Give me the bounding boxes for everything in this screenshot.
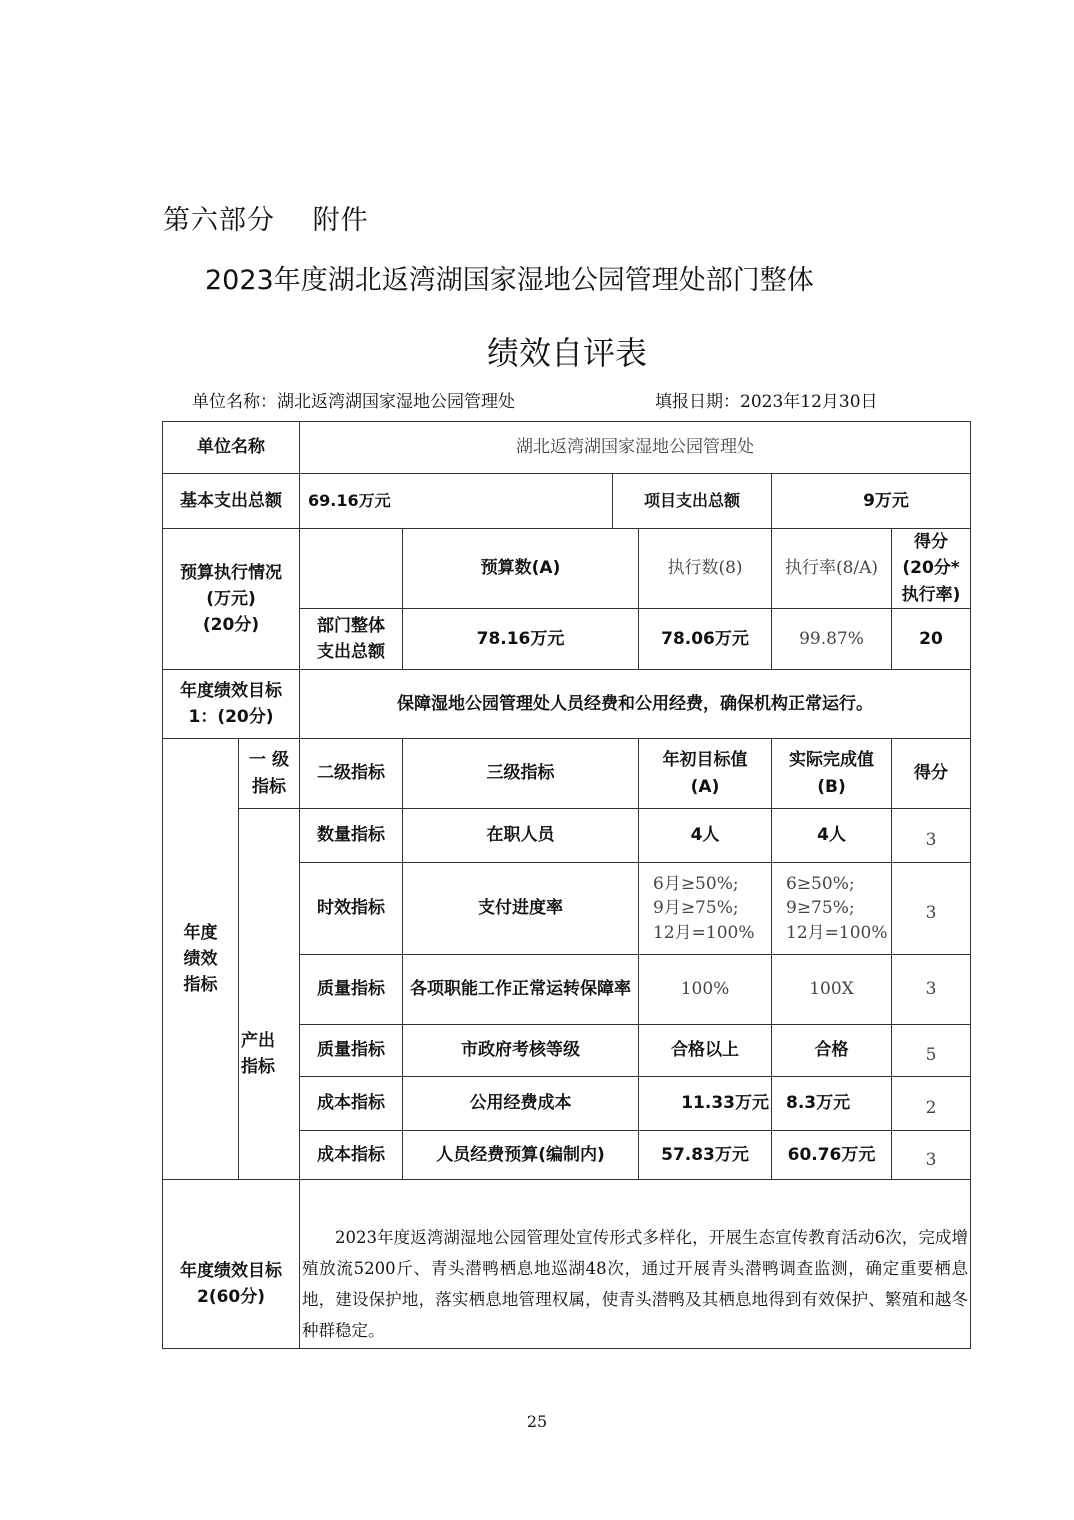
goal1-text: 保障湿地公园管理处人员经费和公用经费，确保机构正常运行。	[300, 670, 971, 739]
unit-name-row	[163, 422, 971, 474]
level2-header: 二级指标	[300, 739, 403, 809]
basic-expense-label: 基本支出总额	[163, 474, 300, 529]
unit-name-label: 单位名称	[163, 422, 300, 474]
actual-cell: 100X	[772, 955, 892, 1025]
level3-cell: 公用经费成本	[403, 1077, 639, 1131]
expense-row	[163, 474, 971, 529]
score-cell: 3	[892, 863, 971, 955]
level3-cell: 市政府考核等级	[403, 1025, 639, 1077]
level1-value: 产出 指标	[239, 809, 300, 1180]
target-header: 年初目标值 (A)	[639, 739, 772, 809]
rate-header: 执行率(8/A)	[772, 529, 892, 609]
indicator-header-row	[163, 739, 971, 809]
budget-exec-label: 预算执行情况 (万元) (20分)	[163, 529, 300, 670]
document-subtitle: 绩效自评表	[487, 334, 648, 372]
level2-cell: 质量指标	[300, 955, 403, 1025]
target-cell: 57.83万元	[639, 1131, 772, 1180]
score-cell: 3	[892, 955, 971, 1025]
actual-cell: 6≥50%; 9≥75%; 12月=100%	[772, 863, 892, 955]
basic-expense-value: 69.16万元	[300, 474, 613, 528]
budget-header-row	[163, 529, 971, 609]
budget-empty-header	[300, 529, 403, 609]
part-heading: 第六部分 附件	[163, 205, 369, 236]
score-cell: 2	[892, 1077, 971, 1131]
performance-evaluation-table	[162, 421, 971, 1349]
level2-cell: 时效指标	[300, 863, 403, 955]
score-cell: 5	[892, 1025, 971, 1077]
goal2-row	[163, 1180, 971, 1349]
score-header: 得分	[892, 739, 971, 809]
score-cell: 3	[892, 1131, 971, 1180]
goal1-row	[163, 670, 971, 739]
executed-header: 执行数(8)	[639, 529, 772, 609]
actual-cell: 4人	[772, 809, 892, 863]
fill-date-line: 填报日期：2023年12月30日	[655, 392, 878, 412]
target-cell: 4人	[639, 809, 772, 863]
executed-value: 78.06万元	[639, 609, 772, 670]
page-number: 25	[526, 1412, 548, 1431]
level2-cell: 数量指标	[300, 809, 403, 863]
indicator-row	[163, 809, 971, 863]
actual-cell: 合格	[772, 1025, 892, 1077]
score-cell: 3	[892, 809, 971, 863]
actual-cell: 8.3万元	[772, 1077, 892, 1131]
project-expense-label: 项目支出总额	[643, 490, 740, 510]
level3-cell: 支付进度率	[403, 863, 639, 955]
level3-cell: 人员经费预算(编制内)	[403, 1131, 639, 1180]
level3-cell: 在职人员	[403, 809, 639, 863]
goal2-label: 年度绩效目标 2(60分)	[163, 1180, 300, 1349]
level1-header: 一 级 指标	[239, 739, 300, 809]
level2-cell: 质量指标	[300, 1025, 403, 1077]
level3-header: 三级指标	[403, 739, 639, 809]
actual-cell: 60.76万元	[772, 1131, 892, 1180]
unit-name-value: 湖北返湾湖国家湿地公园管理处	[300, 422, 971, 474]
indicator-section-label: 年度 绩效 指标	[163, 739, 239, 1180]
actual-header: 实际完成值 (B)	[772, 739, 892, 809]
goal2-text: 2023年度返湾湖湿地公园管理处宣传形式多样化，开展生态宣传教育活动6次，完成增殖放流5200斤、青头潜鸭栖息地巡湖48次，通过开展青头潜鸭调查监测，确定重要栖息地，建设保护地，落实栖息地管理权属，使青头潜鸭及其栖息地得到有效保护、繁殖和越冬种群稳定。	[300, 1180, 971, 1349]
level3-cell: 各项职能工作正常运转保障率	[403, 955, 639, 1025]
unit-name-line: 单位名称：湖北返湾湖国家湿地公园管理处	[192, 392, 515, 412]
project-expense-value: 9万元	[863, 490, 909, 511]
budget-value: 78.16万元	[403, 609, 639, 670]
budget-header: 预算数(A)	[403, 529, 639, 609]
level2-cell: 成本指标	[300, 1131, 403, 1180]
level2-cell: 成本指标	[300, 1077, 403, 1131]
dept-total-label: 部门整体 支出总额	[300, 609, 403, 670]
document-title: 2023年度湖北返湾湖国家湿地公园管理处部门整体	[205, 265, 814, 296]
target-cell: 11.33万元	[639, 1077, 772, 1131]
target-cell: 合格以上	[639, 1025, 772, 1077]
target-cell: 100%	[639, 955, 772, 1025]
rate-value: 99.87%	[772, 609, 892, 670]
budget-score-value: 20	[892, 609, 971, 670]
target-cell: 6月≥50%; 9月≥75%; 12月=100%	[639, 863, 772, 955]
budget-score-header: 得分 (20分*执行率)	[892, 529, 971, 609]
goal1-label: 年度绩效目标 1：(20分)	[163, 670, 300, 739]
